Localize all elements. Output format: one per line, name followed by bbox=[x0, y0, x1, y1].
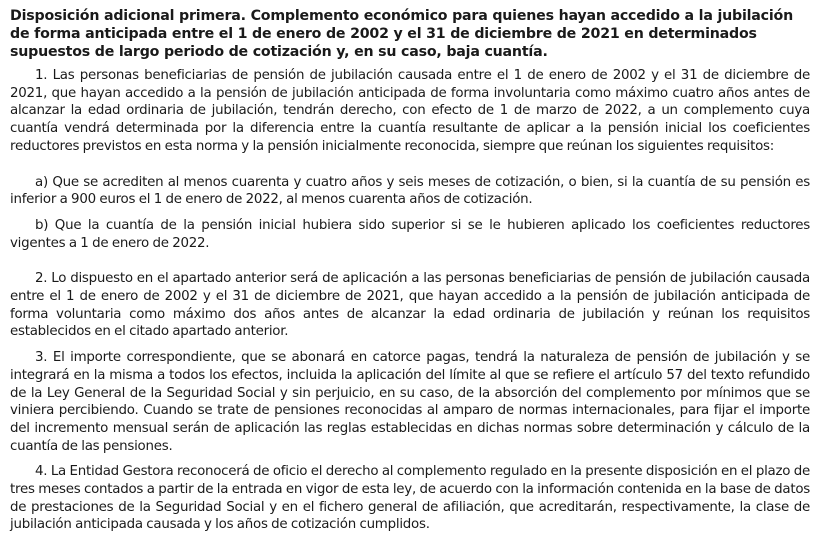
paragraph-b: b) Que la cuantía de la pensión inicial hubiera sido superior si se le hubieren aplicado los coeficientes reductores vigentes a 1 de enero de 2022. bbox=[10, 217, 810, 251]
paragraph-2: 2. Lo dispuesto en el apartado anterior será de aplicación a las personas beneficiarias de pensión de jubilación causada entre el 1 de enero de 2002 y el 31 de diciembre de 2021, que hayan accedido a la pensión de jubilación anticipada de forma voluntaria como máximo dos años antes de alcanzar la edad ordinaria de jubilación y reúnan los requisitos establecidos en el citado apartado anterior. bbox=[10, 271, 810, 340]
paragraph-3: 3. El importe correspondiente, que se abonará en catorce pagas, tendrá la naturaleza de pensión de jubilación y se integrará en la misma a todos los efectos, incluida la aplicación del límite al que se refiere el artículo 57 del texto refundido de la Ley General de la Seguridad Social y sin perjuicio, en su caso, de la absorción del complemento por mínimos que se viniera percibiendo. Cuando se trate de pensiones reconocidas al amparo de normas internacionales, para fijar el importe del incremento mensual serán de aplicación las reglas establecidas en dichas normas sobre determinación y cálculo de la cuantía de las pensiones. bbox=[10, 350, 810, 454]
legal-document bbox=[10, 0, 810, 534]
paragraph-1: 1. Las personas beneficiarias de pensión de jubilación causada entre el 1 de enero de 2002 y el 31 de diciembre de 2021, que hayan accedido a la pensión de jubilación anticipada de forma involuntaria como máximo cuatro años antes de alcanzar la edad ordinaria de jubilación, tendrán derecho, con efecto de 1 de marzo de 2022, a un complemento cuya cuantía vendrá determinada por la diferencia entre la cuantía resultante de aplicar a la pensión inicial los coeficientes reductores previstos en esta norma y la pensión inicialmente reconocida, siempre que reúnan los siguientes requisitos: bbox=[10, 68, 810, 154]
section-title: Disposición adicional primera. Complemento económico para quienes hayan accedido a la jubilación de forma anticipada entre el 1 de enero de 2002 y el 31 de diciembre de 2021 en determinados supuestos de largo periodo de cotización y, en su caso, baja cuantía. bbox=[10, 8, 793, 60]
paragraph-a: a) Que se acrediten al menos cuarenta y cuatro años y seis meses de cotización, o bien, si la cuantía de su pensión es inferior a 900 euros el 1 de enero de 2022, al menos cuarenta años de cotización. bbox=[10, 174, 810, 208]
paragraph-4: 4. La Entidad Gestora reconocerá de oficio el derecho al complemento regulado en la presente disposición en el plazo de tres meses contados a partir de la entrada en vigor de esta ley, de acuerdo con la información contenida en la base de datos de prestaciones de la Seguridad Social y en el fichero general de afiliación, que acreditarán, respectivamente, la clase de jubilación anticipada causada y los años de cotización cumplidos. bbox=[10, 464, 810, 533]
